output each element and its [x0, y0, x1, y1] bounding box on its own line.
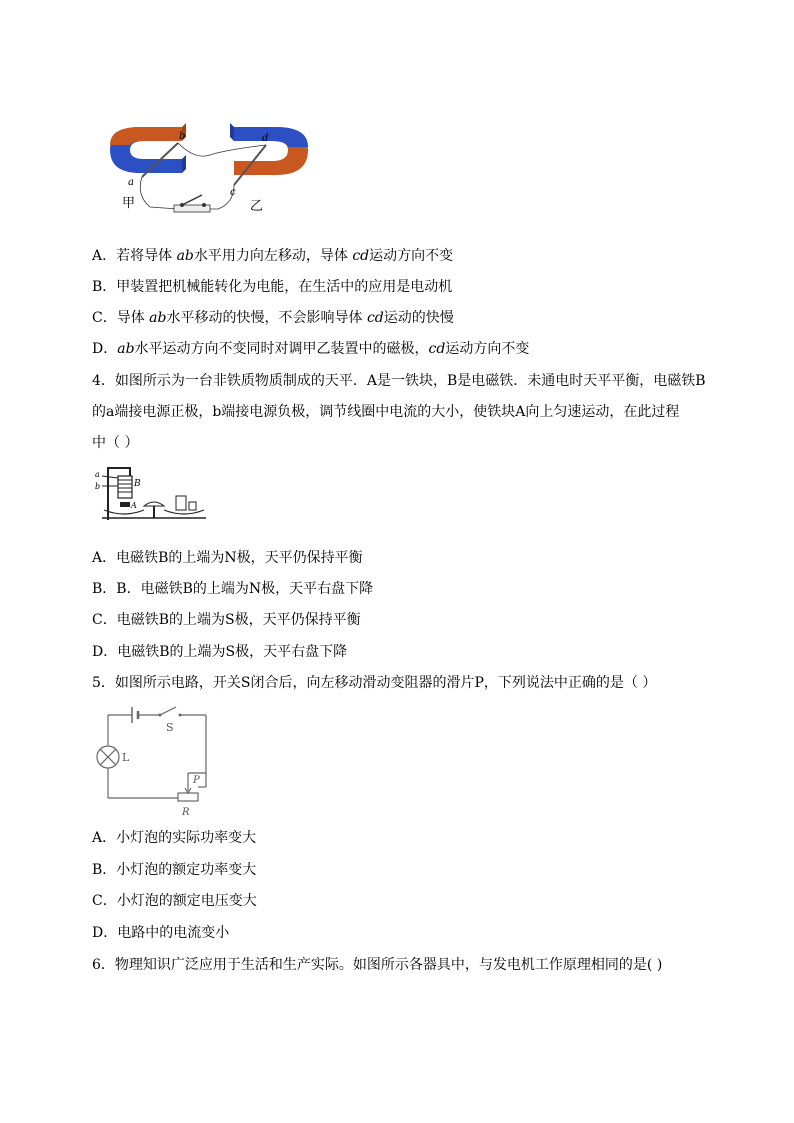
- q4-option-c: C．电磁铁B的上端为S极，天平仍保持平衡: [92, 612, 361, 628]
- label-rheostat-r: R: [182, 807, 190, 818]
- label-electromagnet-b: B: [134, 479, 141, 489]
- label-iron-a: A: [131, 501, 137, 510]
- q5-option-a: A．小灯泡的实际功率变大: [92, 830, 257, 846]
- figure-balance-electromagnet: [94, 462, 214, 527]
- label-c: c: [230, 187, 236, 198]
- q5-option-b: B．小灯泡的额定功率变大: [92, 862, 257, 878]
- q5-option-d: D．电路中的电流变小: [92, 925, 230, 941]
- label-jia: 甲: [122, 196, 136, 211]
- label-switch-s: S: [166, 721, 174, 734]
- q4-option-d: D．电磁铁B的上端为S极，天平右盘下降: [92, 644, 348, 660]
- figure-magnets-jia-yi: [100, 115, 330, 220]
- q4-stem-line1: 4．如图所示为一台非铁质物质制成的天平．A是一铁块，B是电磁铁．未通电时天平平衡，电磁铁B: [92, 373, 706, 389]
- q3-option-c: C．导体 ab水平移动的快慢，不会影响导体 cd运动的快慢: [92, 310, 454, 326]
- figure-circuit: [94, 703, 214, 818]
- q4-stem-line2: 的a端接电源正极，b端接电源负极，调节线圈中电流的大小，使铁块A向上匀速运动，在此过程: [92, 404, 680, 420]
- q5-option-c: C．小灯泡的额定电压变大: [92, 893, 257, 909]
- label-yi: 乙: [250, 199, 264, 214]
- label-lamp-l: L: [122, 751, 130, 764]
- q3-option-a: A．若将导体 ab水平用力向左移动，导体 cd运动方向不变: [92, 248, 454, 264]
- label-b: b: [179, 131, 186, 142]
- q3-option-b: B．甲装置把机械能转化为电能，在生活中的应用是电动机: [92, 279, 453, 295]
- q4-option-a: A．电磁铁B的上端为N极，天平仍保持平衡: [92, 550, 363, 566]
- label-a: a: [128, 177, 134, 188]
- q4-stem-line3: 中（ ）: [92, 435, 139, 451]
- q4-option-b: B．B．电磁铁B的上端为N极，天平右盘下降: [92, 581, 374, 597]
- label-b-terminal: b: [95, 482, 101, 491]
- q5-stem: 5．如图所示电路，开关S闭合后，向左移动滑动变阻器的滑片P，下列说法中正确的是（ ）: [92, 675, 657, 691]
- label-slider-p: P: [193, 775, 200, 786]
- label-d: d: [262, 133, 269, 144]
- q6-stem: 6．物理知识广泛应用于生活和生产实际。如图所示各器具中，与发电机工作原理相同的是( ): [92, 957, 663, 973]
- label-a-terminal: a: [95, 470, 100, 479]
- q3-option-d: D．ab水平运动方向不变同时对调甲乙装置中的磁极，cd运动方向不变: [92, 341, 530, 357]
